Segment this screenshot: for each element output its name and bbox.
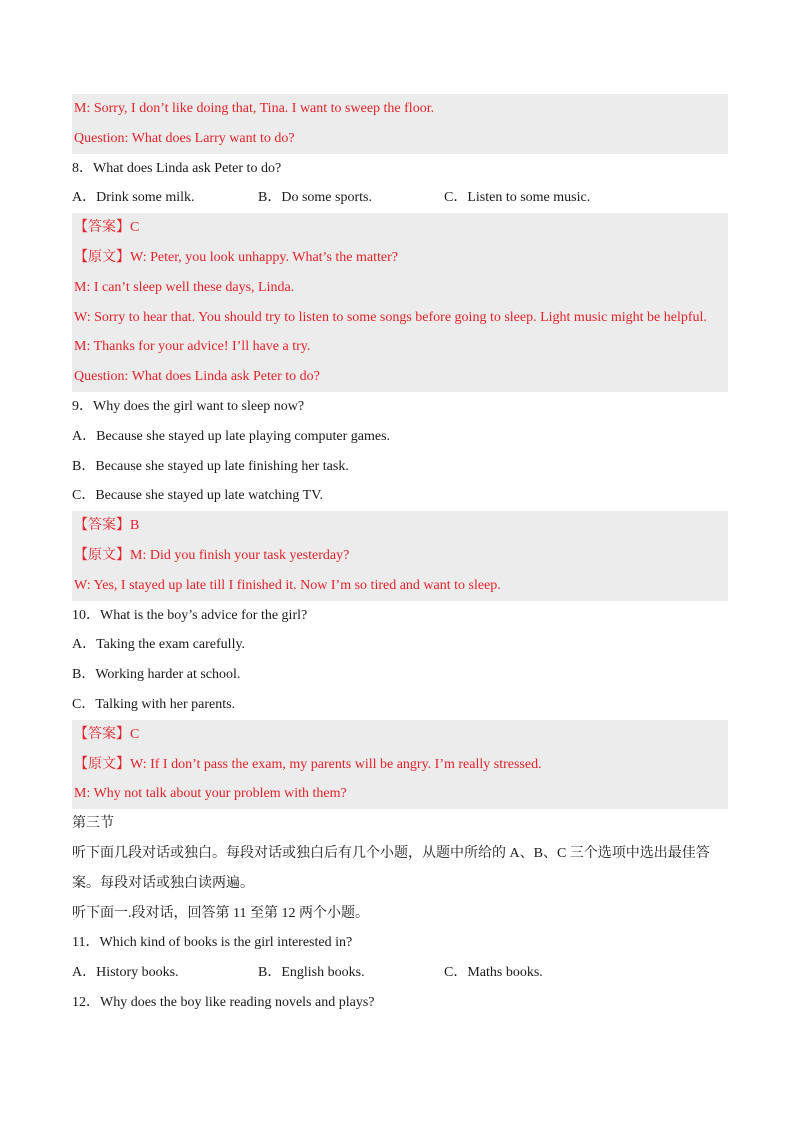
answer-label: 【答案】 (74, 518, 130, 534)
option-c: C．Maths books. (444, 965, 543, 981)
section-instruction: 案。每段对话或独白读两遍。 (72, 875, 254, 891)
transcript-label: 【原文】 (74, 249, 130, 265)
answer-block-q9 (72, 511, 728, 600)
answer-line (74, 511, 728, 541)
transcript-line (74, 541, 728, 571)
transcript-block-q7 (72, 94, 728, 154)
transcript-line: Question: What does Linda ask Peter to do? (74, 369, 320, 385)
transcript-text: W: If I don’t pass the exam, my parents will be angry. I’m really stressed. (130, 756, 542, 772)
option-b: B．Because she stayed up late finishing her task. (72, 458, 349, 474)
transcript-line: M: Sorry, I don’t like doing that, Tina. I want to sweep the floor. (74, 101, 435, 116)
question-12: 12．Why does the boy like reading novels and plays? (72, 994, 375, 1010)
option-b: B．English books. (258, 965, 365, 981)
transcript-line: M: I can’t sleep well these days, Linda. (74, 279, 295, 295)
question-9: 9．Why does the girl want to sleep now? (72, 398, 305, 414)
answer-label: 【答案】 (74, 726, 130, 742)
question-10: 10．What is the boy’s advice for the girl? (72, 607, 308, 623)
transcript-line: W: Sorry to hear that. You should try to listen to some songs before going to sleep. Light music might be helpful. (74, 309, 707, 325)
question-8: 8．What does Linda ask Peter to do? (72, 160, 282, 176)
option-c: C．Listen to some music. (444, 190, 591, 206)
transcript-line (74, 750, 728, 780)
transcript-text: M: Did you finish your task yesterday? (130, 547, 350, 563)
answer-block-q8 (72, 213, 728, 392)
transcript-line: Question: What does Larry want to do? (74, 130, 295, 146)
option-a: A．History books. (72, 965, 179, 981)
option-a: A．Taking the exam carefully. (72, 637, 246, 653)
transcript-line: M: Why not talk about your problem with them? (74, 786, 347, 802)
option-a: A．Drink some milk. (72, 190, 195, 206)
transcript-text: W: Peter, you look unhappy. What’s the matter? (130, 249, 398, 265)
option-a: A．Because she stayed up late playing computer games. (72, 428, 391, 444)
answer-line (74, 720, 728, 750)
question-11: 11．Which kind of books is the girl interested in? (72, 935, 353, 951)
option-c: C．Because she stayed up late watching TV. (72, 488, 324, 504)
option-c: C．Talking with her parents. (72, 696, 236, 712)
answer-value: C (130, 726, 140, 742)
sub-instruction: 听下面一.段对话，回答第 11 至第 12 两个小题。 (72, 905, 369, 921)
transcript-label: 【原文】 (74, 756, 130, 772)
section-title: 第三节 (72, 816, 114, 832)
answer-value: B (130, 518, 140, 534)
options-q11 (72, 958, 728, 988)
option-b: B．Do some sports. (258, 190, 372, 206)
section-instruction: 听下面几段对话或独白。每段对话或独白后有几个小题，从题中所给的 A、B、C 三个选项中选出最佳答 (72, 845, 710, 861)
transcript-line: M: Thanks for your advice! I’ll have a try. (74, 339, 311, 355)
page-content (72, 94, 728, 1018)
transcript-line: W: Yes, I stayed up late till I finished it. Now I’m so tired and want to sleep. (74, 577, 501, 593)
transcript-label: 【原文】 (74, 547, 130, 563)
answer-line (74, 213, 728, 243)
options-q8 (72, 183, 728, 213)
answer-block-q10 (72, 720, 728, 809)
answer-label: 【答案】 (74, 220, 130, 236)
transcript-line (74, 243, 728, 273)
option-b: B．Working harder at school. (72, 667, 241, 683)
answer-value: C (130, 220, 140, 236)
